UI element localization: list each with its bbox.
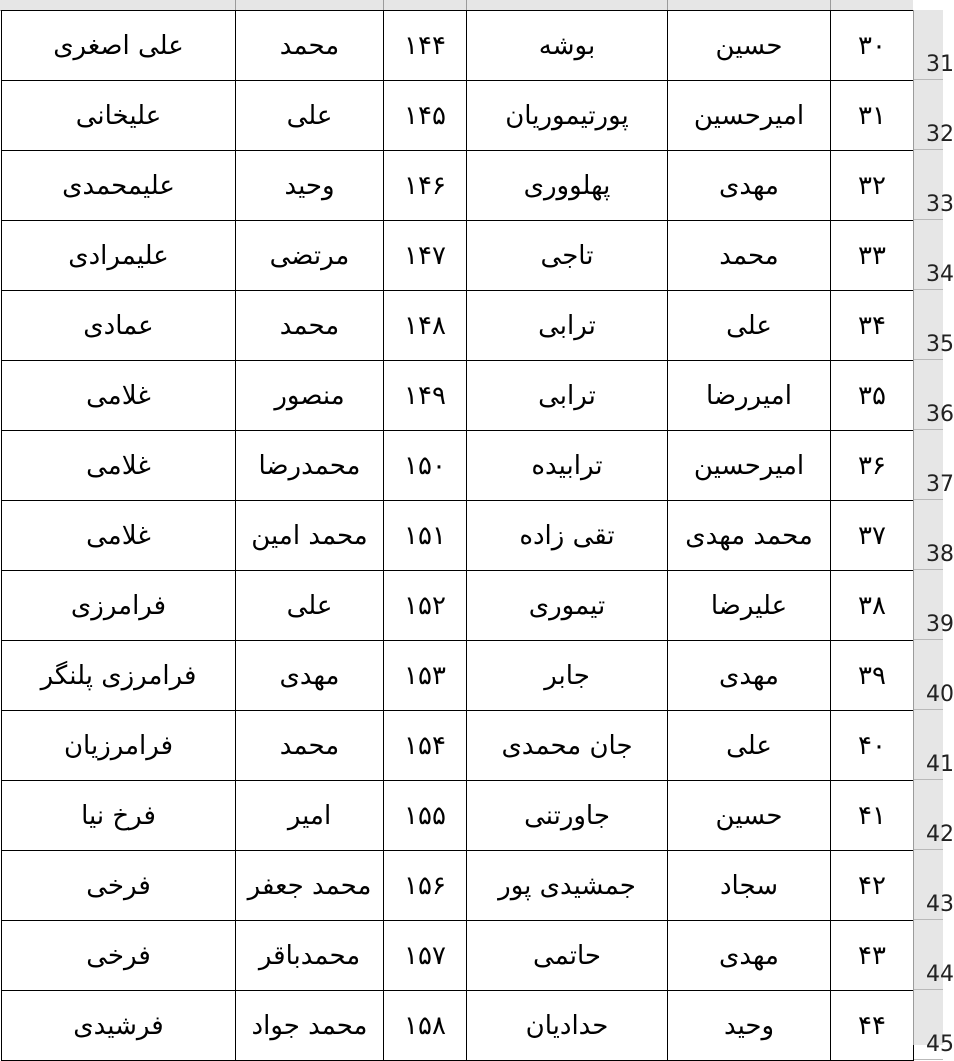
last-name-cell[interactable]: علیمرادی <box>2 221 236 291</box>
first-name-cell[interactable]: امیرحسین <box>668 81 831 151</box>
table-row <box>2 501 914 571</box>
row-header[interactable] <box>914 850 954 920</box>
row-number-cell[interactable]: ۱۵۰ <box>384 431 467 501</box>
row-number-cell[interactable]: ۴۲ <box>831 851 914 921</box>
last-name-cell[interactable]: پورتیموریان <box>467 81 668 151</box>
first-name-cell[interactable]: علیرضا <box>668 571 831 641</box>
last-name-cell[interactable]: جابر <box>467 641 668 711</box>
row-number-cell[interactable]: ۱۵۸ <box>384 991 467 1061</box>
table-row <box>2 81 914 151</box>
row-number-cell[interactable]: ۱۴۸ <box>384 291 467 361</box>
first-name-cell[interactable]: مهدی <box>668 921 831 991</box>
row-header[interactable] <box>914 500 954 570</box>
table-row <box>2 221 914 291</box>
row-header[interactable] <box>914 920 954 990</box>
last-name-cell[interactable]: غلامی <box>2 501 236 571</box>
last-name-cell[interactable]: فرشیدی <box>2 991 236 1061</box>
first-name-cell[interactable]: محمد مهدی <box>668 501 831 571</box>
row-number-cell[interactable]: ۳۶ <box>831 431 914 501</box>
table-row <box>2 781 914 851</box>
last-name-cell[interactable]: حاتمی <box>467 921 668 991</box>
last-name-cell[interactable]: ترابی <box>467 291 668 361</box>
first-name-cell[interactable]: مرتضی <box>236 221 384 291</box>
last-name-cell[interactable]: تاجی <box>467 221 668 291</box>
row-header-label: 44 <box>926 962 954 987</box>
first-name-cell[interactable]: علی <box>668 711 831 781</box>
last-name-cell[interactable]: فرامرزی پلنگر <box>2 641 236 711</box>
last-name-cell[interactable]: تیموری <box>467 571 668 641</box>
first-name-cell[interactable]: علی <box>668 291 831 361</box>
last-name-cell[interactable]: غلامی <box>2 431 236 501</box>
first-name-cell[interactable]: علی <box>236 571 384 641</box>
first-name-cell[interactable]: مهدی <box>668 641 831 711</box>
first-name-cell[interactable]: حسین <box>668 11 831 81</box>
first-name-cell[interactable]: وحید <box>236 151 384 221</box>
last-name-cell[interactable]: علیخانی <box>2 81 236 151</box>
first-name-cell[interactable]: محمدرضا <box>236 431 384 501</box>
first-name-cell[interactable]: علی <box>236 81 384 151</box>
row-number-cell[interactable]: ۳۷ <box>831 501 914 571</box>
row-header-label: 43 <box>926 892 954 917</box>
last-name-cell[interactable]: حدادیان <box>467 991 668 1061</box>
row-number-cell[interactable]: ۴۰ <box>831 711 914 781</box>
last-name-cell[interactable]: فرامرزی <box>2 571 236 641</box>
table-row <box>2 11 914 81</box>
table-row <box>2 851 914 921</box>
row-header-label: 33 <box>926 192 954 217</box>
row-header-label: 35 <box>926 332 954 357</box>
row-header[interactable] <box>914 640 954 710</box>
row-header[interactable] <box>914 360 954 430</box>
first-name-cell[interactable]: محمد <box>236 291 384 361</box>
row-header-label: 45 <box>926 1032 954 1057</box>
first-name-cell[interactable]: امیررضا <box>668 361 831 431</box>
last-name-cell[interactable]: بوشه <box>467 11 668 81</box>
first-name-cell[interactable]: محمد جواد <box>236 991 384 1061</box>
row-number-cell[interactable]: ۱۴۶ <box>384 151 467 221</box>
row-header-label: 31 <box>926 52 954 77</box>
row-header[interactable] <box>914 430 954 500</box>
table-row <box>2 921 914 991</box>
column-separator <box>667 0 668 10</box>
last-name-cell[interactable]: ترابیده <box>467 431 668 501</box>
last-name-cell[interactable]: غلامی <box>2 361 236 431</box>
last-name-cell[interactable]: فرخ نیا <box>2 781 236 851</box>
last-name-cell[interactable]: فرخی <box>2 851 236 921</box>
row-number-cell[interactable]: ۴۱ <box>831 781 914 851</box>
table-row <box>2 361 914 431</box>
first-name-cell[interactable]: محمد <box>236 11 384 81</box>
row-header[interactable] <box>914 80 954 150</box>
row-number-cell[interactable]: ۱۵۷ <box>384 921 467 991</box>
spreadsheet-grid <box>1 10 914 1061</box>
first-name-cell[interactable]: حسین <box>668 781 831 851</box>
table-row <box>2 151 914 221</box>
row-header-label: 40 <box>926 682 954 707</box>
row-number-cell[interactable]: ۱۴۵ <box>384 81 467 151</box>
row-number-cell[interactable]: ۳۰ <box>831 11 914 81</box>
row-number-cell[interactable]: ۱۴۷ <box>384 221 467 291</box>
row-number-cell[interactable]: ۳۳ <box>831 221 914 291</box>
row-number-cell[interactable]: ۱۵۱ <box>384 501 467 571</box>
row-header[interactable] <box>914 290 954 360</box>
table-row <box>2 431 914 501</box>
row-number-cell[interactable]: ۱۵۳ <box>384 641 467 711</box>
first-name-cell[interactable]: محمد جعفر <box>236 851 384 921</box>
first-name-cell[interactable]: مهدی <box>668 151 831 221</box>
row-number-cell[interactable]: ۳۸ <box>831 571 914 641</box>
row-header[interactable] <box>914 220 954 290</box>
first-name-cell[interactable]: محمد <box>668 221 831 291</box>
last-name-cell[interactable]: علیمحمدی <box>2 151 236 221</box>
last-name-cell[interactable]: ترابی <box>467 361 668 431</box>
last-name-cell[interactable]: عمادی <box>2 291 236 361</box>
column-separator <box>383 0 384 10</box>
row-number-cell[interactable]: ۳۲ <box>831 151 914 221</box>
first-name-cell[interactable]: وحید <box>668 991 831 1061</box>
row-header[interactable] <box>914 570 954 640</box>
row-number-cell[interactable]: ۴۴ <box>831 991 914 1061</box>
row-number-cell[interactable]: ۱۵۲ <box>384 571 467 641</box>
last-name-cell[interactable]: پهلووری <box>467 151 668 221</box>
first-name-cell[interactable]: محمد <box>236 711 384 781</box>
last-name-cell[interactable]: علی اصغری <box>2 11 236 81</box>
row-number-cell[interactable]: ۱۵۵ <box>384 781 467 851</box>
row-number-cell[interactable]: ۱۴۴ <box>384 11 467 81</box>
first-name-cell[interactable]: محمدباقر <box>236 921 384 991</box>
last-name-cell[interactable]: جاورتنی <box>467 781 668 851</box>
column-separator <box>830 0 831 10</box>
last-name-cell[interactable]: فرامرزیان <box>2 711 236 781</box>
grid-body <box>2 11 914 1061</box>
row-number-cell[interactable]: ۳۵ <box>831 361 914 431</box>
table-row <box>2 991 914 1061</box>
row-number-cell[interactable]: ۳۱ <box>831 81 914 151</box>
last-name-cell[interactable]: جمشیدی پور <box>467 851 668 921</box>
row-header-label: 41 <box>926 752 954 777</box>
row-header-label: 36 <box>926 402 954 427</box>
first-name-cell[interactable]: منصور <box>236 361 384 431</box>
row-header-label: 38 <box>926 542 954 567</box>
row-header-label: 32 <box>926 122 954 147</box>
row-number-cell[interactable]: ۱۵۶ <box>384 851 467 921</box>
first-name-cell[interactable]: سجاد <box>668 851 831 921</box>
row-number-cell[interactable]: ۱۵۴ <box>384 711 467 781</box>
row-header-label: 39 <box>926 612 954 637</box>
row-header[interactable] <box>914 710 954 780</box>
row-header[interactable] <box>914 10 954 80</box>
row-header[interactable] <box>914 150 954 220</box>
row-header-column[interactable] <box>913 10 954 1057</box>
table-row <box>2 641 914 711</box>
row-header-label: 42 <box>926 822 954 847</box>
last-name-cell[interactable]: تقی زاده <box>467 501 668 571</box>
first-name-cell[interactable]: امیر <box>236 781 384 851</box>
first-name-cell[interactable]: محمد امین <box>236 501 384 571</box>
first-name-cell[interactable]: مهدی <box>236 641 384 711</box>
first-name-cell[interactable]: امیرحسین <box>668 431 831 501</box>
table-row <box>2 571 914 641</box>
row-header-label: 34 <box>926 262 954 287</box>
row-number-cell[interactable]: ۳۴ <box>831 291 914 361</box>
last-name-cell[interactable]: جان محمدی <box>467 711 668 781</box>
last-name-cell[interactable]: فرخی <box>2 921 236 991</box>
row-number-cell[interactable]: ۱۴۹ <box>384 361 467 431</box>
row-header-label: 37 <box>926 472 954 497</box>
table-row <box>2 711 914 781</box>
row-number-cell[interactable]: ۴۳ <box>831 921 914 991</box>
row-header[interactable] <box>914 990 954 1060</box>
row-number-cell[interactable]: ۳۹ <box>831 641 914 711</box>
row-header[interactable] <box>914 780 954 850</box>
column-separator <box>466 0 467 10</box>
column-separator <box>235 0 236 10</box>
table-row <box>2 291 914 361</box>
